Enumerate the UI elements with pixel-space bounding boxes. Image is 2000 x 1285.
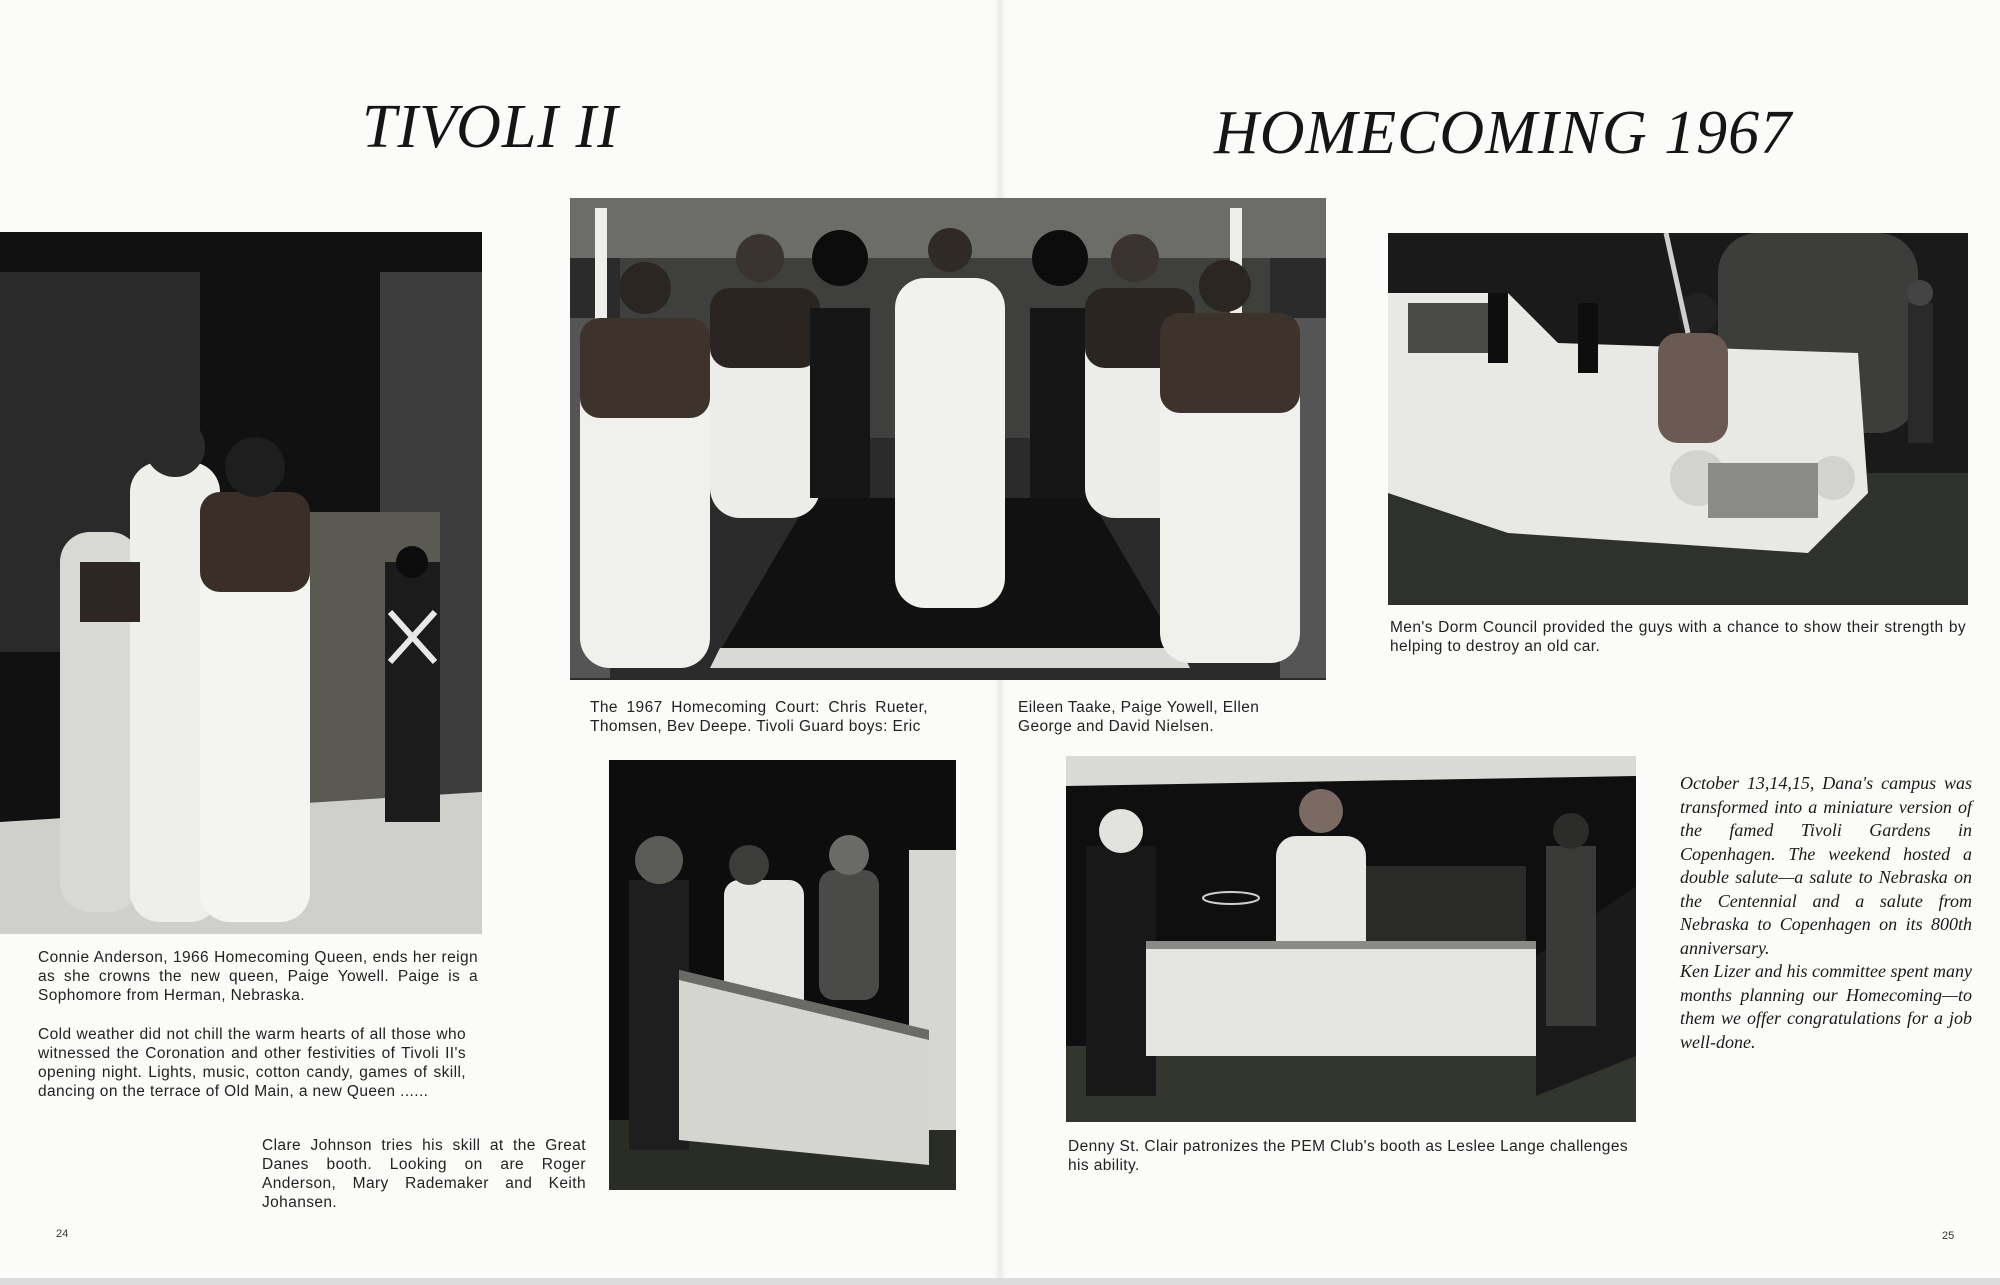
caption-denny-text: Denny St. Clair patronizes the PEM Club's booth as Leslee Lange challenges his ability. xyxy=(1068,1138,1628,1174)
caption-queen-crowning-text: Connie Anderson, 1966 Homecoming Queen, ends her reign as she crowns the new queen, Paige Yowell. Paige is a Sophomore from Herman, Nebraska. xyxy=(38,949,478,1004)
caption-court-right-text: Eileen Taake, Paige Yowell, Ellen George and David Nielsen. xyxy=(1018,699,1260,735)
photo-homecoming-court xyxy=(570,198,1326,680)
caption-clare-johnson-text: Clare Johnson tries his skill at the Great Danes booth. Looking on are Roger Anderson, Mary Rademaker and Keith Johansen. xyxy=(262,1137,586,1211)
photo-great-danes-booth xyxy=(609,760,956,1190)
caption-court-left-text: The 1967 Homecoming Court: Chris Rueter, Thomsen, Bev Deepe. Tivoli Guard boys: Eric xyxy=(590,699,928,735)
left-page-title: TIVOLI II xyxy=(362,93,619,161)
story-block xyxy=(1680,772,1972,1054)
photo-car-smash xyxy=(1388,233,1968,605)
caption-dorm-council xyxy=(1390,618,1966,656)
page-number-right: 25 xyxy=(1942,1230,1955,1242)
caption-court-left xyxy=(590,698,928,736)
caption-denny xyxy=(1068,1137,1628,1175)
caption-cold-weather-text: Cold weather did not chill the warm hearts of all those who witnessed the Coronation and other festivities of Tivoli II's opening night. Lights, music, cotton candy, games of skill, dancing on the terrace of Old Main, a new Queen ...... xyxy=(38,1026,466,1100)
bottom-edge xyxy=(0,1278,2000,1285)
page-number-left: 24 xyxy=(56,1228,69,1240)
story-paragraph-2: Ken Lizer and his committee spent many months planning our Homecoming—to them we offer congratulations for a job well-done. xyxy=(1680,961,1972,1052)
caption-dorm-council-text: Men's Dorm Council provided the guys with a chance to show their strength by helping to destroy an old car. xyxy=(1390,619,1966,655)
caption-cold-weather xyxy=(38,1025,466,1101)
caption-queen-crowning xyxy=(38,948,478,1005)
caption-clare-johnson xyxy=(262,1136,586,1212)
photo-queen-crowning xyxy=(0,232,482,934)
right-page-title: HOMECOMING 1967 xyxy=(1214,99,1793,167)
photo-pem-club-booth xyxy=(1066,756,1636,1122)
caption-court-right xyxy=(1018,698,1308,736)
story-paragraph-1: October 13,14,15, Dana's campus was transformed into a miniature version of the famed Tivoli Gardens in Copenhagen. The weekend hosted a double salute—a salute to Nebraska on the Centennial and a salute from Nebraska to Copenhagen on its 800th anniversary. xyxy=(1680,773,1972,958)
